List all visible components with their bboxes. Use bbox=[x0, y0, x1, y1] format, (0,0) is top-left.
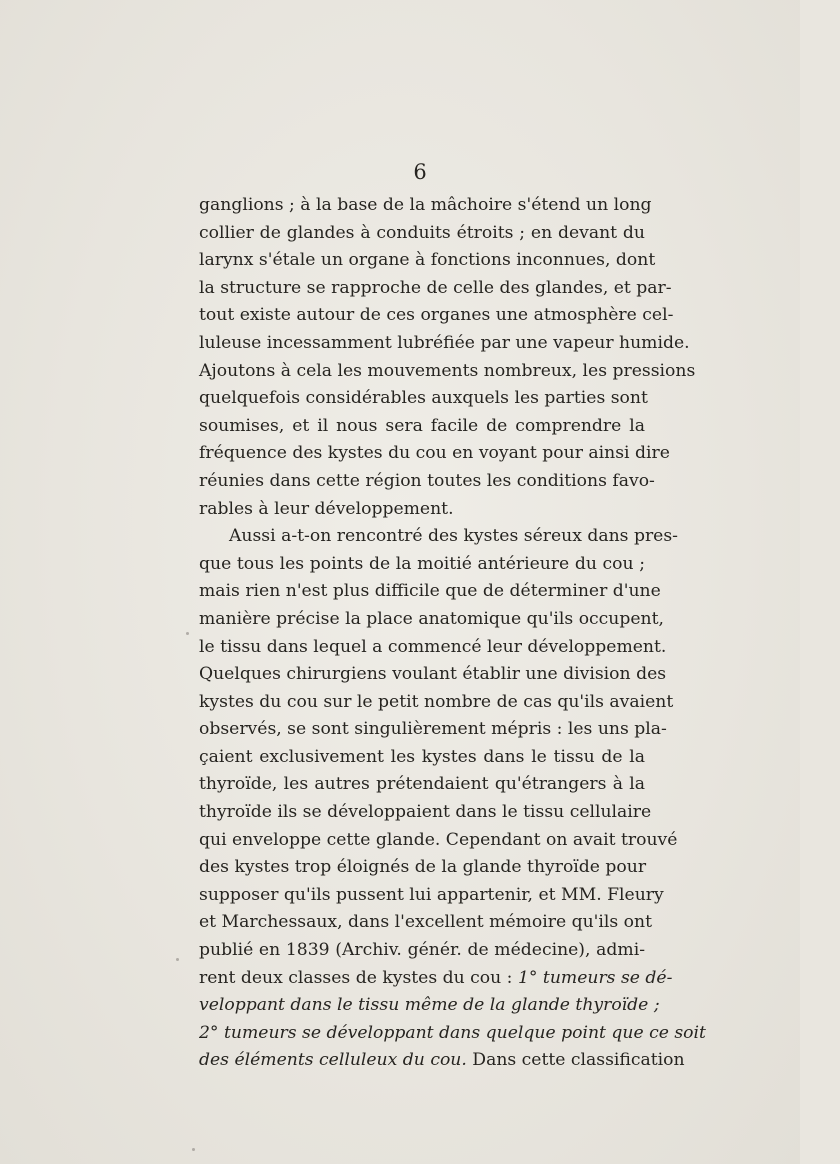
paper-speck bbox=[192, 1148, 195, 1151]
text-line: qui enveloppe cette glande. Cependant on avait trouvé bbox=[199, 829, 678, 850]
text-line: collier de glandes à conduits étroits ; en devant du bbox=[199, 222, 645, 243]
text-line: observés, se sont singulièrement mépris : les uns pla- bbox=[199, 719, 667, 740]
paper-speck bbox=[176, 958, 179, 961]
text-line-mixed-italic: rent deux classes de kystes du cou : 1° tumeurs se dé- bbox=[199, 967, 673, 988]
text-line: tout existe autour de ces organes une atmosphère cel- bbox=[199, 305, 674, 326]
text-line: que tous les points de la moitié antérieure du cou ; bbox=[199, 553, 645, 574]
text-line-mixed-italic: des éléments celluleux du cou. Dans cette classification bbox=[199, 1050, 685, 1071]
text-line: thyroïde, les autres prétendaient qu'étrangers à la bbox=[199, 774, 645, 795]
text-line: réunies dans cette région toutes les conditions favo- bbox=[199, 470, 655, 491]
text-line: çaient exclusivement les kystes dans le tissu de la bbox=[199, 746, 645, 767]
text-line: kystes du cou sur le petit nombre de cas qu'ils avaient bbox=[199, 691, 674, 712]
text-line: des kystes trop éloignés de la glande thyroïde pour bbox=[199, 857, 647, 878]
body-text bbox=[199, 192, 706, 1075]
text-line: Ajoutons à cela les mouvements nombreux, les pressions bbox=[199, 360, 696, 381]
text-line: soumises, et il nous sera facile de comprendre la bbox=[199, 415, 645, 436]
text-line: fréquence des kystes du cou en voyant pour ainsi dire bbox=[199, 443, 670, 464]
italic-text-line: 2° tumeurs se développant dans quelque point que ce soit bbox=[199, 1022, 706, 1043]
text-line: manière précise la place anatomique qu'ils occupent, bbox=[199, 608, 664, 629]
text-line: le tissu dans lequel a commencé leur développement. bbox=[199, 636, 667, 657]
text-line: supposer qu'ils pussent lui appartenir, et MM. Fleury bbox=[199, 884, 664, 905]
paragraph-start-line: Aussi a-t-on rencontré des kystes séreux dans pres- bbox=[229, 526, 678, 547]
italic-run: 1° tumeurs se dé- bbox=[517, 967, 673, 988]
italic-run: des éléments celluleux du cou. bbox=[199, 1050, 467, 1071]
text-line: publié en 1839 (Archiv. génér. de médecine), admi- bbox=[199, 940, 645, 961]
text-line: quelquefois considérables auxquels les parties sont bbox=[199, 388, 648, 409]
text-line: larynx s'étale un organe à fonctions inconnues, dont bbox=[199, 250, 656, 271]
italic-text-line: veloppant dans le tissu même de la glande thyroïde ; bbox=[199, 995, 660, 1016]
paper-speck bbox=[186, 632, 189, 635]
text-line: la structure se rapproche de celle des glandes, et par- bbox=[199, 277, 672, 298]
text-line: Quelques chirurgiens voulant établir une division des bbox=[199, 664, 667, 685]
text-line: mais rien n'est plus difficile que de déterminer d'une bbox=[199, 581, 661, 602]
text-line: luleuse incessamment lubréfiée par une vapeur humide. bbox=[199, 332, 690, 353]
text-line: thyroïde ils se développaient dans le tissu cellulaire bbox=[199, 802, 652, 823]
text-line: et Marchessaux, dans l'excellent mémoire qu'ils ont bbox=[199, 912, 653, 933]
text-line: ganglions ; à la base de la mâchoire s'étend un long bbox=[199, 195, 652, 215]
paragraph-end-line: rables à leur développement. bbox=[199, 498, 454, 519]
page-number: 6 bbox=[413, 160, 427, 184]
